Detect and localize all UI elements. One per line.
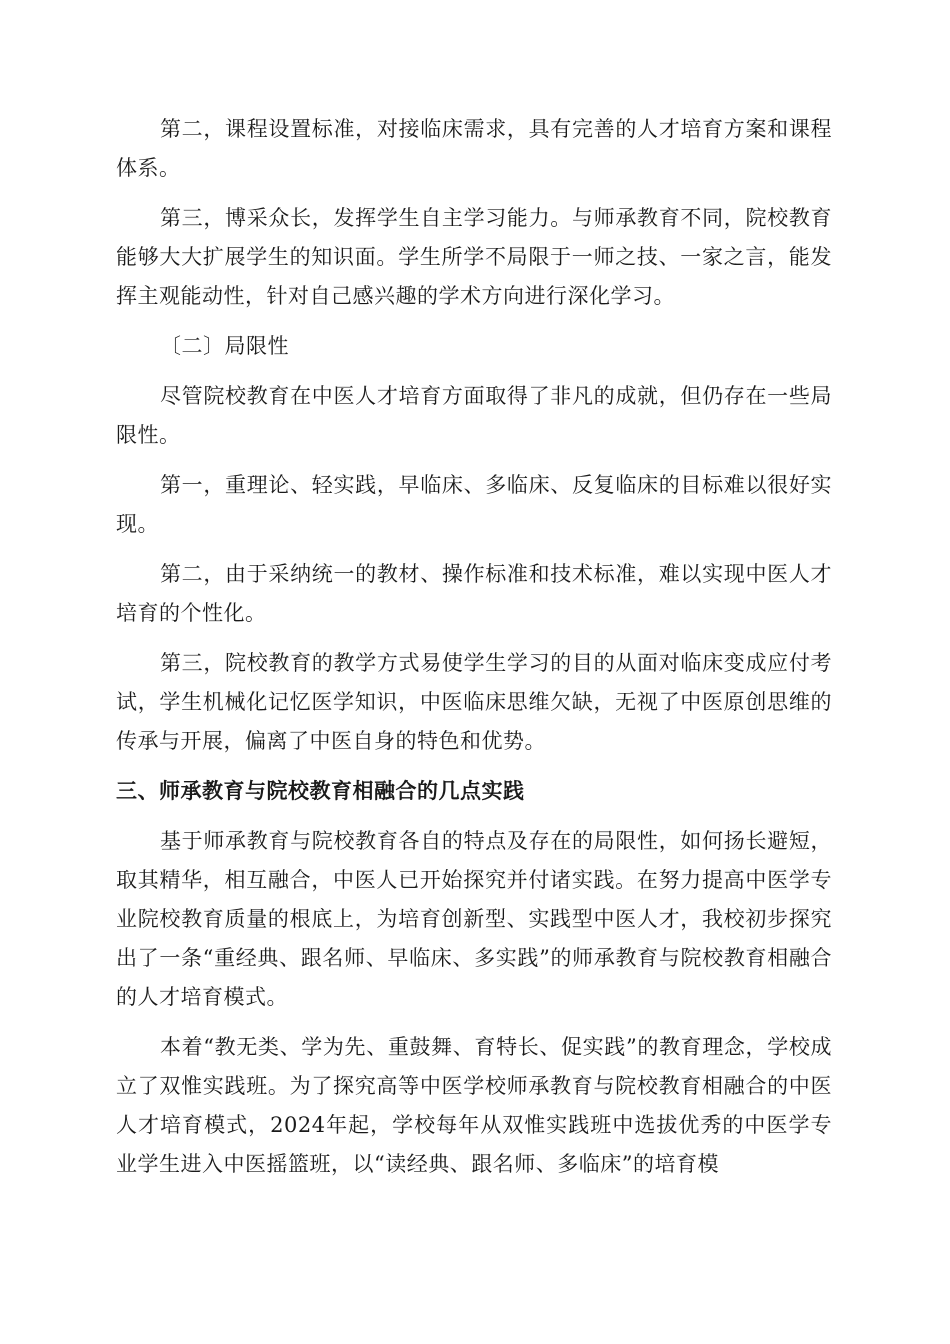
document-body: [116, 110, 832, 1195]
paragraph-self-learning: 第三，博采众长，发挥学生自主学习能力。与师承教育不同，院校教育能够大大扩展学生的知识面。学生所学不局限于一师之技、一家之言，能发挥主观能动性，针对自己感兴趣的学术方向进行深化学习。: [116, 206, 832, 308]
paragraph-practice-intro: 基于师承教育与院校教育各自的特点及存在的局限性，如何扬长避短，取其精华，相互融合，中医人已开始探究并付诸实践。在努力提高中医学专业院校教育质量的根底上，为培育创新型、实践型中医人才，我校初步探究出了一条“重经典、跟名师、早临床、多实践”的师承教育与院校教育相融合的人才培育模式。: [116, 829, 832, 1009]
paragraph-limitation-2: 第二，由于采纳统一的教材、操作标准和技术标准，难以实现中医人才培育的个性化。: [116, 562, 832, 625]
paragraph-limitation-3: 第三，院校教育的教学方式易使学生学习的目的从面对临床变成应付考试，学生机械化记忆医学知识，中医临床思维欠缺，无视了中医原创思维的传承与开展，偏离了中医自身的特色和优势。: [116, 651, 832, 753]
section-heading-practice: 三、师承教育与院校教育相融合的几点实践: [116, 779, 525, 803]
subheading-limitations: 〔二〕局限性: [160, 334, 289, 358]
paragraph-practice-class: 本着“教无类、学为先、重鼓舞、育特长、促实践”的教育理念，学校成立了双惟实践班。为了探究高等中医学校师承教育与院校教育相融合的中医人才培育模式，2024年起，学校每年从双惟实践班中选拔优秀的中医学专业学生进入中医摇篮班，以“读经典、跟名师、多临床”的培育模: [116, 1035, 832, 1176]
paragraph-limitations-intro: 尽管院校教育在中医人才培育方面取得了非凡的成就，但仍存在一些局限性。: [116, 384, 832, 447]
paragraph-course-setting: 第二，课程设置标准，对接临床需求，具有完善的人才培育方案和课程体系。: [116, 117, 832, 180]
paragraph-limitation-1: 第一，重理论、轻实践，早临床、多临床、反复临床的目标难以很好实现。: [116, 473, 832, 536]
